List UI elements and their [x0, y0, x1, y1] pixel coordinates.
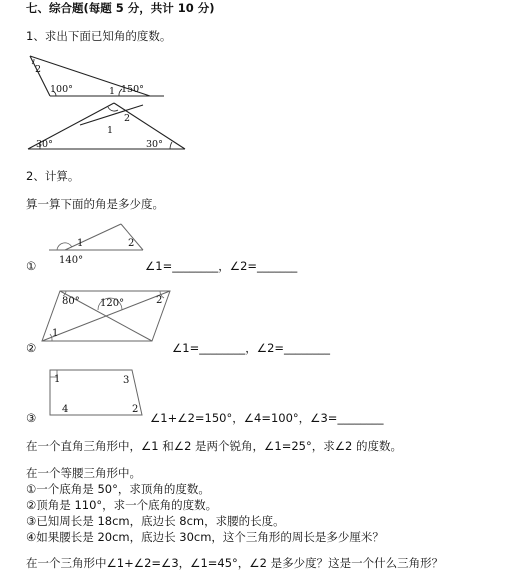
q2-2-label-80: 80° — [62, 296, 80, 307]
fig2-label-30-left: 30° — [36, 139, 53, 150]
q2-item3-number: ③ — [26, 411, 37, 425]
q3-text: 在一个直角三角形中，∠1 和∠2 是两个锐角，∠1=25°，求∠2 的度数。 — [26, 439, 402, 453]
q2-3-label-4: 4 — [62, 404, 69, 415]
q2-title: 2、计算。 — [26, 169, 80, 183]
fig1-label-150: 150° — [121, 84, 144, 95]
q4-item-1: ①一个底角是 50°，求顶角的度数。 — [26, 482, 210, 496]
fig1-label-100: 100° — [50, 84, 73, 95]
q1-title: 1、求出下面已知角的度数。 — [26, 29, 172, 43]
q2-item1-answer: ∠1=________，∠2=_______ — [145, 259, 298, 273]
fig2-label-30-right: 30° — [146, 139, 163, 150]
fig2-label-2: 2 — [124, 113, 131, 124]
q2-3-label-1: 1 — [54, 374, 61, 385]
q4-item-2: ②顶角是 110°，求一个底角的度数。 — [26, 498, 218, 512]
q5-text: 在一个三角形中∠1+∠2=∠3，∠1=45°，∠2 是多少度？这是一个什么三角形？ — [26, 556, 444, 570]
q4-item-4: ④如果腰长是 20cm，底边长 30cm，这个三角形的周长是多少厘米？ — [26, 530, 384, 544]
q2-item2-answer: ∠1=________，∠2=________ — [172, 341, 331, 355]
q2-item2-number: ② — [26, 341, 37, 355]
q2-item3-answer: ∠1+∠2=150°，∠4=100°，∠3=________ — [150, 411, 384, 425]
q1-figure-1 — [26, 54, 166, 99]
q2-figure-3 — [46, 367, 151, 422]
q2-3-label-2: 2 — [132, 404, 139, 415]
q2-3-label-3: 3 — [123, 375, 130, 386]
q2-1-label-140: 140° — [59, 255, 84, 266]
q2-figure-1 — [45, 216, 145, 266]
q2-subtitle: 算一算下面的角是多少度。 — [26, 197, 164, 211]
fig2-label-1: 1 — [107, 125, 114, 136]
q2-2-label-1: 1 — [52, 328, 59, 339]
q1-figure-2 — [28, 99, 188, 154]
section-title: 七、综合题(每题 5 分，共计 10 分) — [26, 1, 215, 15]
q2-1-label-2: 2 — [128, 238, 135, 249]
fig1-label-2: 2 — [35, 64, 42, 75]
fig1-label-1: 1 — [109, 86, 116, 97]
q2-figure-2 — [40, 288, 175, 348]
q2-2-label-120: 120° — [100, 298, 125, 309]
q4-item-3: ③已知周长是 18cm，底边长 8cm，求腰的长度。 — [26, 514, 285, 528]
q2-2-label-2: 2 — [156, 295, 163, 306]
q2-item1-number: ① — [26, 259, 37, 273]
q2-1-label-1: 1 — [77, 238, 84, 249]
q4-title: 在一个等腰三角形中。 — [26, 466, 141, 480]
